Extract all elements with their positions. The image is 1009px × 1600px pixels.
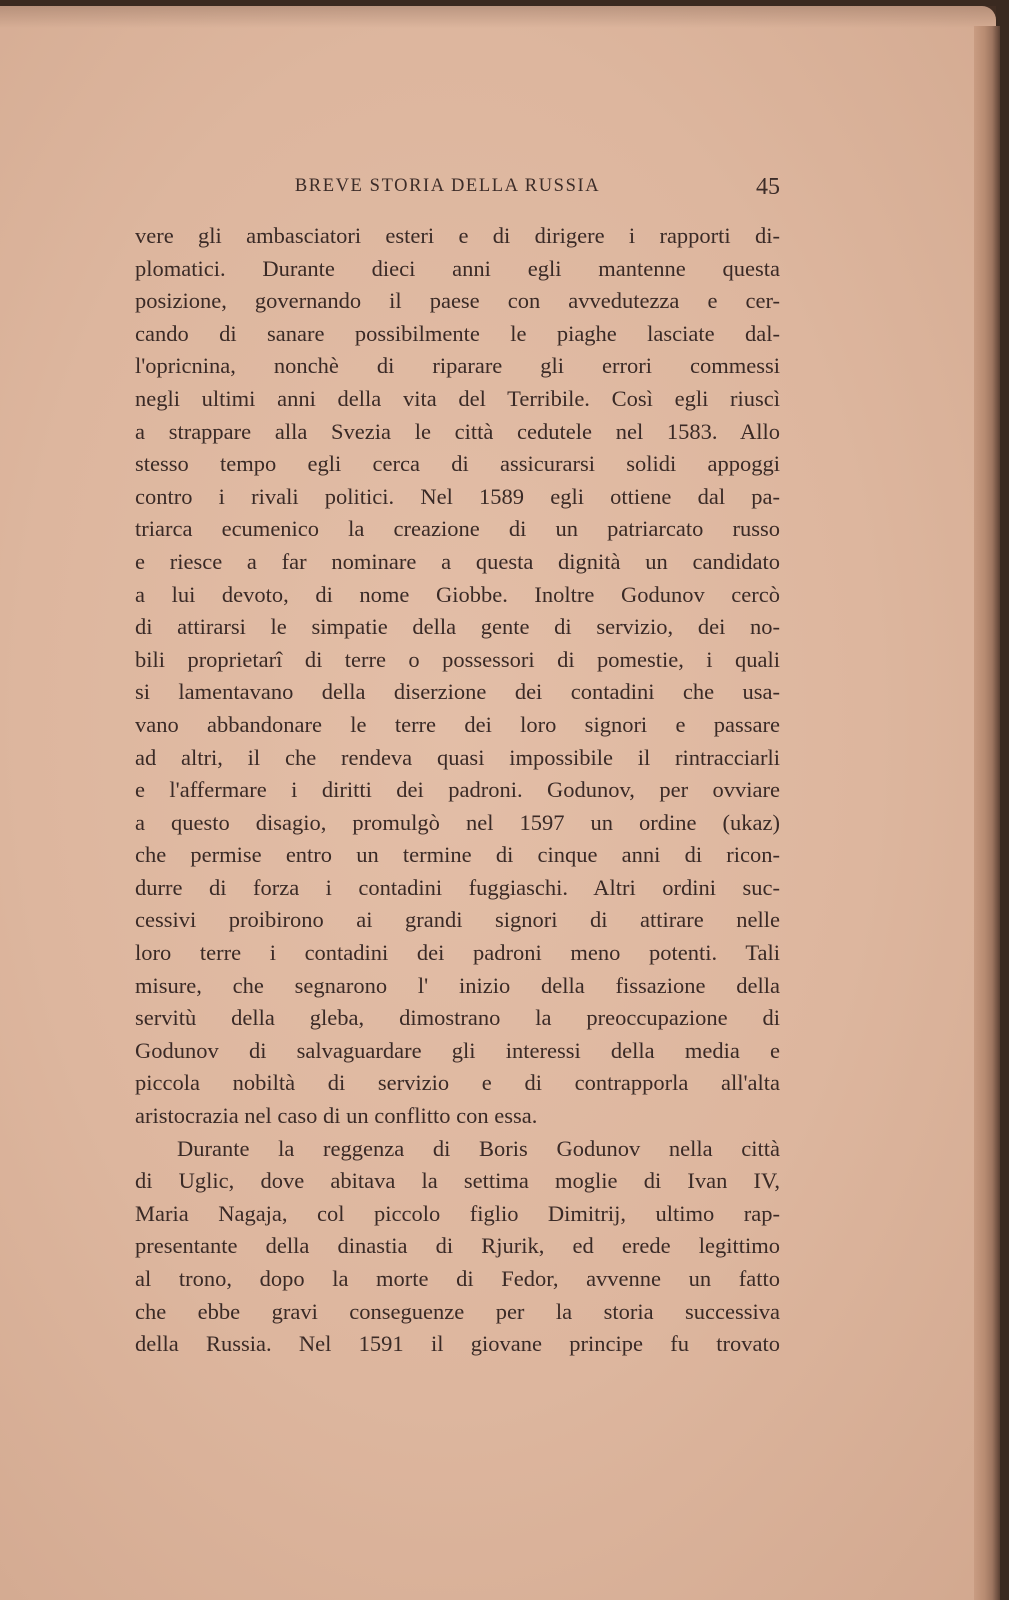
text-line: a strappare alla Svezia le città cedutele nel 1583. Allo <box>135 418 780 444</box>
text-line: cessivi proibirono ai grandi signori di attirare nelle <box>135 907 780 933</box>
text-line: contro i rivali politici. Nel 1589 egli ottiene dal pa- <box>135 483 780 509</box>
text-line: bili proprietarî di terre o possessori di pomestie, i quali <box>135 646 780 672</box>
text-line: loro terre i contadini dei padroni meno potenti. Tali <box>135 940 780 966</box>
text-line: che permise entro un termine di cinque anni di ricon- <box>135 842 780 868</box>
text-line: e l'affermare i diritti dei padroni. Godunov, per ovviare <box>135 777 780 803</box>
text-line: misure, che segnarono l' inizio della fissazione della <box>135 972 780 998</box>
text-line: cando di sanare possibilmente le piaghe lasciate dal- <box>135 320 780 346</box>
text-line: a questo disagio, promulgò nel 1597 un ordine (ukaz) <box>135 809 780 835</box>
text-line: si lamentavano della diserzione dei contadini che usa- <box>135 679 780 705</box>
text-line: di Uglic, dove abitava la settima moglie di Ivan IV, <box>135 1168 780 1194</box>
text-line: ad altri, il che rendeva quasi impossibile il rintracciarli <box>135 744 780 770</box>
text-line: vano abbandonare le terre dei loro signori e passare <box>135 711 780 737</box>
text-line: servitù della gleba, dimostrano la preoccupazione di <box>135 1005 780 1031</box>
body-text <box>135 220 780 1361</box>
text-line: posizione, governando il paese con avvedutezza e cer- <box>135 288 780 314</box>
paragraph <box>135 220 780 1133</box>
text-line: al trono, dopo la morte di Fedor, avvenne un fatto <box>135 1266 780 1291</box>
page-header <box>135 174 780 210</box>
text-line: della Russia. Nel 1591 il giovane principe fu trovato <box>135 1331 780 1357</box>
book-binding-edge <box>974 26 1000 1600</box>
text-line: stesso tempo egli cerca di assicurarsi solidi appoggi <box>135 451 780 477</box>
page-top-shadow <box>0 6 996 28</box>
text-line: triarca ecumenico la creazione di un patriarcato russo <box>135 516 780 542</box>
text-line: Durante la reggenza di Boris Godunov nella città <box>177 1135 780 1161</box>
text-line: l'opricnina, nonchè di riparare gli errori commessi <box>135 353 780 379</box>
text-line: plomatici. Durante dieci anni egli mantenne questa <box>135 255 780 281</box>
running-head: BREVE STORIA DELLA RUSSIA <box>294 176 601 196</box>
text-line: a lui devoto, di nome Giobbe. Inoltre Godunov cercò <box>135 581 780 607</box>
text-line: piccola nobiltà di servizio e di contrapporla all'alta <box>135 1070 780 1096</box>
text-line: e riesce a far nominare a questa dignità un candidato <box>135 548 780 574</box>
paragraph <box>135 1133 780 1361</box>
text-line: durre di forza i contadini fuggiaschi. Altri ordini suc- <box>135 874 780 900</box>
page-number: 45 <box>756 174 780 200</box>
text-line: Maria Nagaja, col piccolo figlio Dimitrij, ultimo rap- <box>135 1200 780 1226</box>
text-line: presentante della dinastia di Rjurik, ed erede legittimo <box>135 1233 780 1259</box>
text-line: Godunov di salvaguardare gli interessi della media e <box>135 1037 780 1063</box>
text-line: che ebbe gravi conseguenze per la storia successiva <box>135 1298 780 1324</box>
text-line: di attirarsi le simpatie della gente di servizio, dei no- <box>135 614 780 640</box>
text-line: aristocrazia nel caso di un conflitto con essa. <box>135 1103 538 1129</box>
text-line: vere gli ambasciatori esteri e di dirigere i rapporti di- <box>135 223 780 248</box>
text-line: negli ultimi anni della vita del Terribile. Così egli riuscì <box>135 385 780 411</box>
